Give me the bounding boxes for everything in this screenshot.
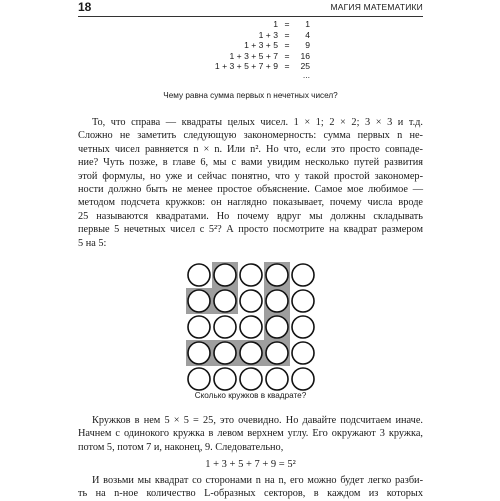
text-line: первые 5 нечетных чисел с 5²? А просто посмотрите на квадрат размером bbox=[78, 224, 423, 236]
sum-right: 9 bbox=[305, 40, 310, 51]
grid-circle bbox=[188, 290, 210, 312]
grid-circle bbox=[214, 368, 236, 390]
text-line: 25 называются квадратами. Но почему вдруг мы должны складывать bbox=[78, 210, 423, 222]
sum-left: 1 + 3 bbox=[258, 29, 278, 40]
text-line: методом подсчета кружков: он наглядно показывает, почему числа вроде bbox=[78, 197, 423, 209]
circles bbox=[188, 264, 314, 390]
sum-row bbox=[198, 19, 310, 30]
text-line: ть на n-ное количество L-образных секторов, в каждом из которых bbox=[78, 488, 423, 500]
grid-circle bbox=[214, 290, 236, 312]
sum-equals: = bbox=[284, 40, 290, 51]
sum-right: 25 bbox=[300, 61, 310, 72]
grid-circle bbox=[266, 316, 288, 338]
paragraph-2 bbox=[78, 414, 423, 454]
text-line: Начнем с одинокого кружка в левом верхнем углу. Его окружают 3 кружка, bbox=[78, 428, 423, 440]
grid-circle bbox=[266, 290, 288, 312]
grid-circle bbox=[214, 264, 236, 286]
grid-circle bbox=[292, 368, 314, 390]
grid-caption: Сколько кружков в квадрате? bbox=[194, 391, 307, 400]
sum-equals: = bbox=[284, 50, 290, 61]
sum-right: 16 bbox=[300, 50, 310, 61]
sum-left: 1 + 3 + 5 + 7 + 9 bbox=[214, 61, 278, 72]
circle-grid-figure bbox=[186, 262, 316, 392]
grid-circle bbox=[240, 316, 262, 338]
sum-left: 1 bbox=[273, 19, 278, 29]
grid-circle bbox=[292, 264, 314, 286]
grid-circle bbox=[266, 368, 288, 390]
text-line: ние? Чуть позже, в главе 6, мы с вами увидим несколько путей развития bbox=[78, 157, 423, 169]
sum-equals: = bbox=[284, 61, 290, 72]
grid-circle bbox=[214, 316, 236, 338]
sum-row bbox=[198, 61, 310, 72]
sum-row bbox=[198, 40, 310, 51]
grid-circle bbox=[240, 290, 262, 312]
text-line: То, что справа — квадраты целых чисел. 1 × 1; 2 × 2; 3 × 3 и т.д. bbox=[92, 117, 423, 128]
grid-circle bbox=[266, 342, 288, 364]
text-line: этой формулы, но уже и сейчас понятно, что у такой простой закономер- bbox=[78, 170, 423, 182]
sums-caption: Чему равна сумма первых n нечетных чисел? bbox=[163, 91, 338, 100]
grid-circle bbox=[292, 342, 314, 364]
grid-circle bbox=[240, 368, 262, 390]
text-line: Сложно не заметить следующую закономерность: сумма первых n не- bbox=[78, 130, 423, 142]
paragraph-3 bbox=[78, 474, 423, 501]
formula: 1 + 3 + 5 + 7 + 9 = 5² bbox=[205, 459, 296, 470]
sum-right: 1 bbox=[305, 19, 310, 29]
sum-right: 4 bbox=[305, 29, 310, 40]
grid-circle bbox=[188, 368, 210, 390]
odd-sums-table bbox=[198, 19, 310, 80]
text-line: Кружков в нем 5 × 5 = 25, это очевидно. Но давайте подсчитаем иначе. bbox=[92, 415, 423, 426]
text-line: ности должно быть не менее простое объяснение. Самое мое любимое — bbox=[78, 184, 423, 196]
sum-equals: = bbox=[284, 19, 290, 29]
grid-circle bbox=[292, 290, 314, 312]
page-header bbox=[78, 0, 423, 17]
page-number: 18 bbox=[78, 0, 92, 14]
grid-circle bbox=[292, 316, 314, 338]
grid-circle bbox=[266, 264, 288, 286]
grid-circle bbox=[188, 342, 210, 364]
sum-left: 1 + 3 + 5 bbox=[244, 40, 278, 51]
grid-circle bbox=[214, 342, 236, 364]
paragraph-1 bbox=[78, 116, 423, 250]
sum-equals: = bbox=[284, 29, 290, 40]
sum-row bbox=[198, 51, 310, 62]
grid-circle bbox=[188, 316, 210, 338]
sum-left: 1 + 3 + 5 + 7 bbox=[229, 50, 278, 61]
text-line: потом 5, потом 7 и, наконец, 9. Следовательно, bbox=[78, 441, 284, 453]
running-title: МАГИЯ МАТЕМАТИКИ bbox=[330, 2, 423, 12]
sums-ellipsis: ... bbox=[302, 69, 310, 80]
text-line: 5 на 5: bbox=[78, 237, 107, 249]
text-line: четных чисел равняется n × n. Или n². Но что, если это просто совпаде- bbox=[78, 143, 423, 155]
grid-circle bbox=[240, 264, 262, 286]
grid-circle bbox=[188, 264, 210, 286]
sum-row bbox=[198, 30, 310, 41]
text-line: И возьми мы квадрат со сторонами n на n, его можно будет легко разби- bbox=[92, 475, 423, 486]
grid-circle bbox=[240, 342, 262, 364]
